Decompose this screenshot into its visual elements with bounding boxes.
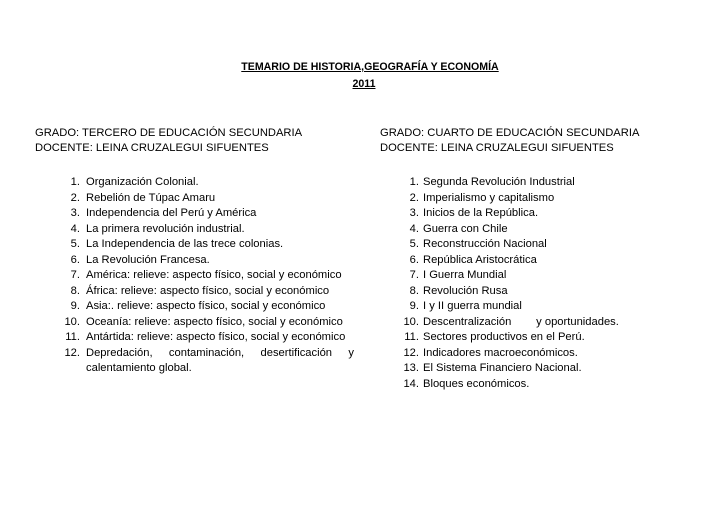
item-text: Independencia del Perú y América [86,207,257,219]
document-title: TEMARIO DE HISTORIA,GEOGRAFÍA Y ECONOMÍA [241,61,499,73]
item-text: Rebelión de Túpac Amaru [86,191,216,204]
item-number: 4. [409,222,419,235]
item-number: 11. [65,331,80,343]
list-item [35,206,365,222]
item-text: I Guerra Mundial [423,269,507,281]
list-item [35,299,365,315]
item-number: 10. [64,315,80,328]
list-item [35,222,365,238]
list-item [380,175,700,191]
list-item [380,237,700,253]
list-item [35,191,365,207]
item-number: 5. [70,238,80,250]
left-teacher-label: DOCENTE: LEINA CRUZALEGUI SIFUENTES [35,142,269,154]
list-item [35,175,365,191]
item-number: 5. [409,238,419,250]
item-number: 8. [70,284,80,297]
item-text: Indicadores macroeconómicos. [423,346,578,359]
item-text: El Sistema Financiero Nacional. [423,362,582,374]
list-item [380,284,700,300]
item-number: 14. [403,377,419,390]
item-number: 3. [409,207,419,219]
item-number: 1. [409,176,419,188]
item-number: 10. [403,315,419,328]
item-number: 12. [403,346,419,359]
item-number: 8. [409,284,419,297]
item-number: 9. [70,300,80,312]
list-item [380,253,700,269]
right-column-fourth-grade [380,128,700,392]
list-item [35,346,365,377]
item-text: Bloques económicos. [423,377,530,390]
item-number: 2. [70,191,80,204]
item-text: Segunda Revolución Industrial [423,176,575,188]
item-text: La Revolución Francesa. [86,253,210,266]
item-number: 9. [409,300,419,312]
item-text: Depredación, contaminación, desertificación y calentamiento global. [86,346,354,374]
list-item [380,222,700,238]
item-text: Sectores productivos en el Perú. [423,331,585,343]
item-text: Oceanía: relieve: aspecto físico, social y económico [86,315,343,328]
item-text: Descentralización y oportunidades. [423,315,619,328]
list-item [35,268,365,284]
right-topic-list [380,175,700,392]
list-item [380,299,700,315]
item-text: La Independencia de las trece colonias. [86,238,284,250]
item-text: Reconstrucción Nacional [423,238,547,250]
item-number: 1. [70,176,80,188]
item-text: Inicios de la República. [423,207,539,219]
list-item [35,237,365,253]
item-text: Revolución Rusa [423,284,508,297]
item-text: Organización Colonial. [86,176,199,188]
item-text: La primera revolución industrial. [86,222,245,235]
item-number: 2. [409,191,419,204]
list-item [380,268,700,284]
item-number: 6. [70,253,80,266]
item-text: República Aristocrática [423,253,537,266]
list-item [380,330,700,346]
item-number: 7. [70,269,80,281]
item-number: 4. [70,222,80,235]
item-number: 3. [70,207,80,219]
list-item [380,191,700,207]
list-item [380,377,700,393]
item-number: 7. [409,269,419,281]
item-number: 11. [404,331,419,343]
item-number: 13. [403,362,419,374]
item-text: Antártida: relieve: aspecto físico, social y económico [86,331,346,343]
item-text: Asia:. relieve: aspecto físico, social y económico [86,300,326,312]
list-item [35,284,365,300]
item-text: África: relieve: aspecto físico, social y económico [86,284,330,297]
item-text: Guerra con Chile [423,222,508,235]
item-number: 6. [409,253,419,266]
item-text: I y II guerra mundial [423,300,522,312]
item-text: Imperialismo y capitalismo [423,191,555,204]
list-item [35,315,365,331]
item-number: 12. [64,346,80,359]
list-item [380,346,700,362]
list-item [35,330,365,346]
list-item [380,361,700,377]
item-text: América: relieve: aspecto físico, social y económico [86,269,342,281]
list-item [380,206,700,222]
left-topic-list [35,175,365,377]
right-teacher-label: DOCENTE: LEINA CRUZALEGUI SIFUENTES [380,142,614,154]
left-column-third-grade [35,128,365,377]
list-item [35,253,365,269]
document-year: 2011 [352,78,376,90]
right-grade-label: GRADO: CUARTO DE EDUCACIÓN SECUNDARIA [380,127,640,139]
left-grade-label: GRADO: TERCERO DE EDUCACIÓN SECUNDARIA [35,127,303,139]
list-item [380,315,700,331]
